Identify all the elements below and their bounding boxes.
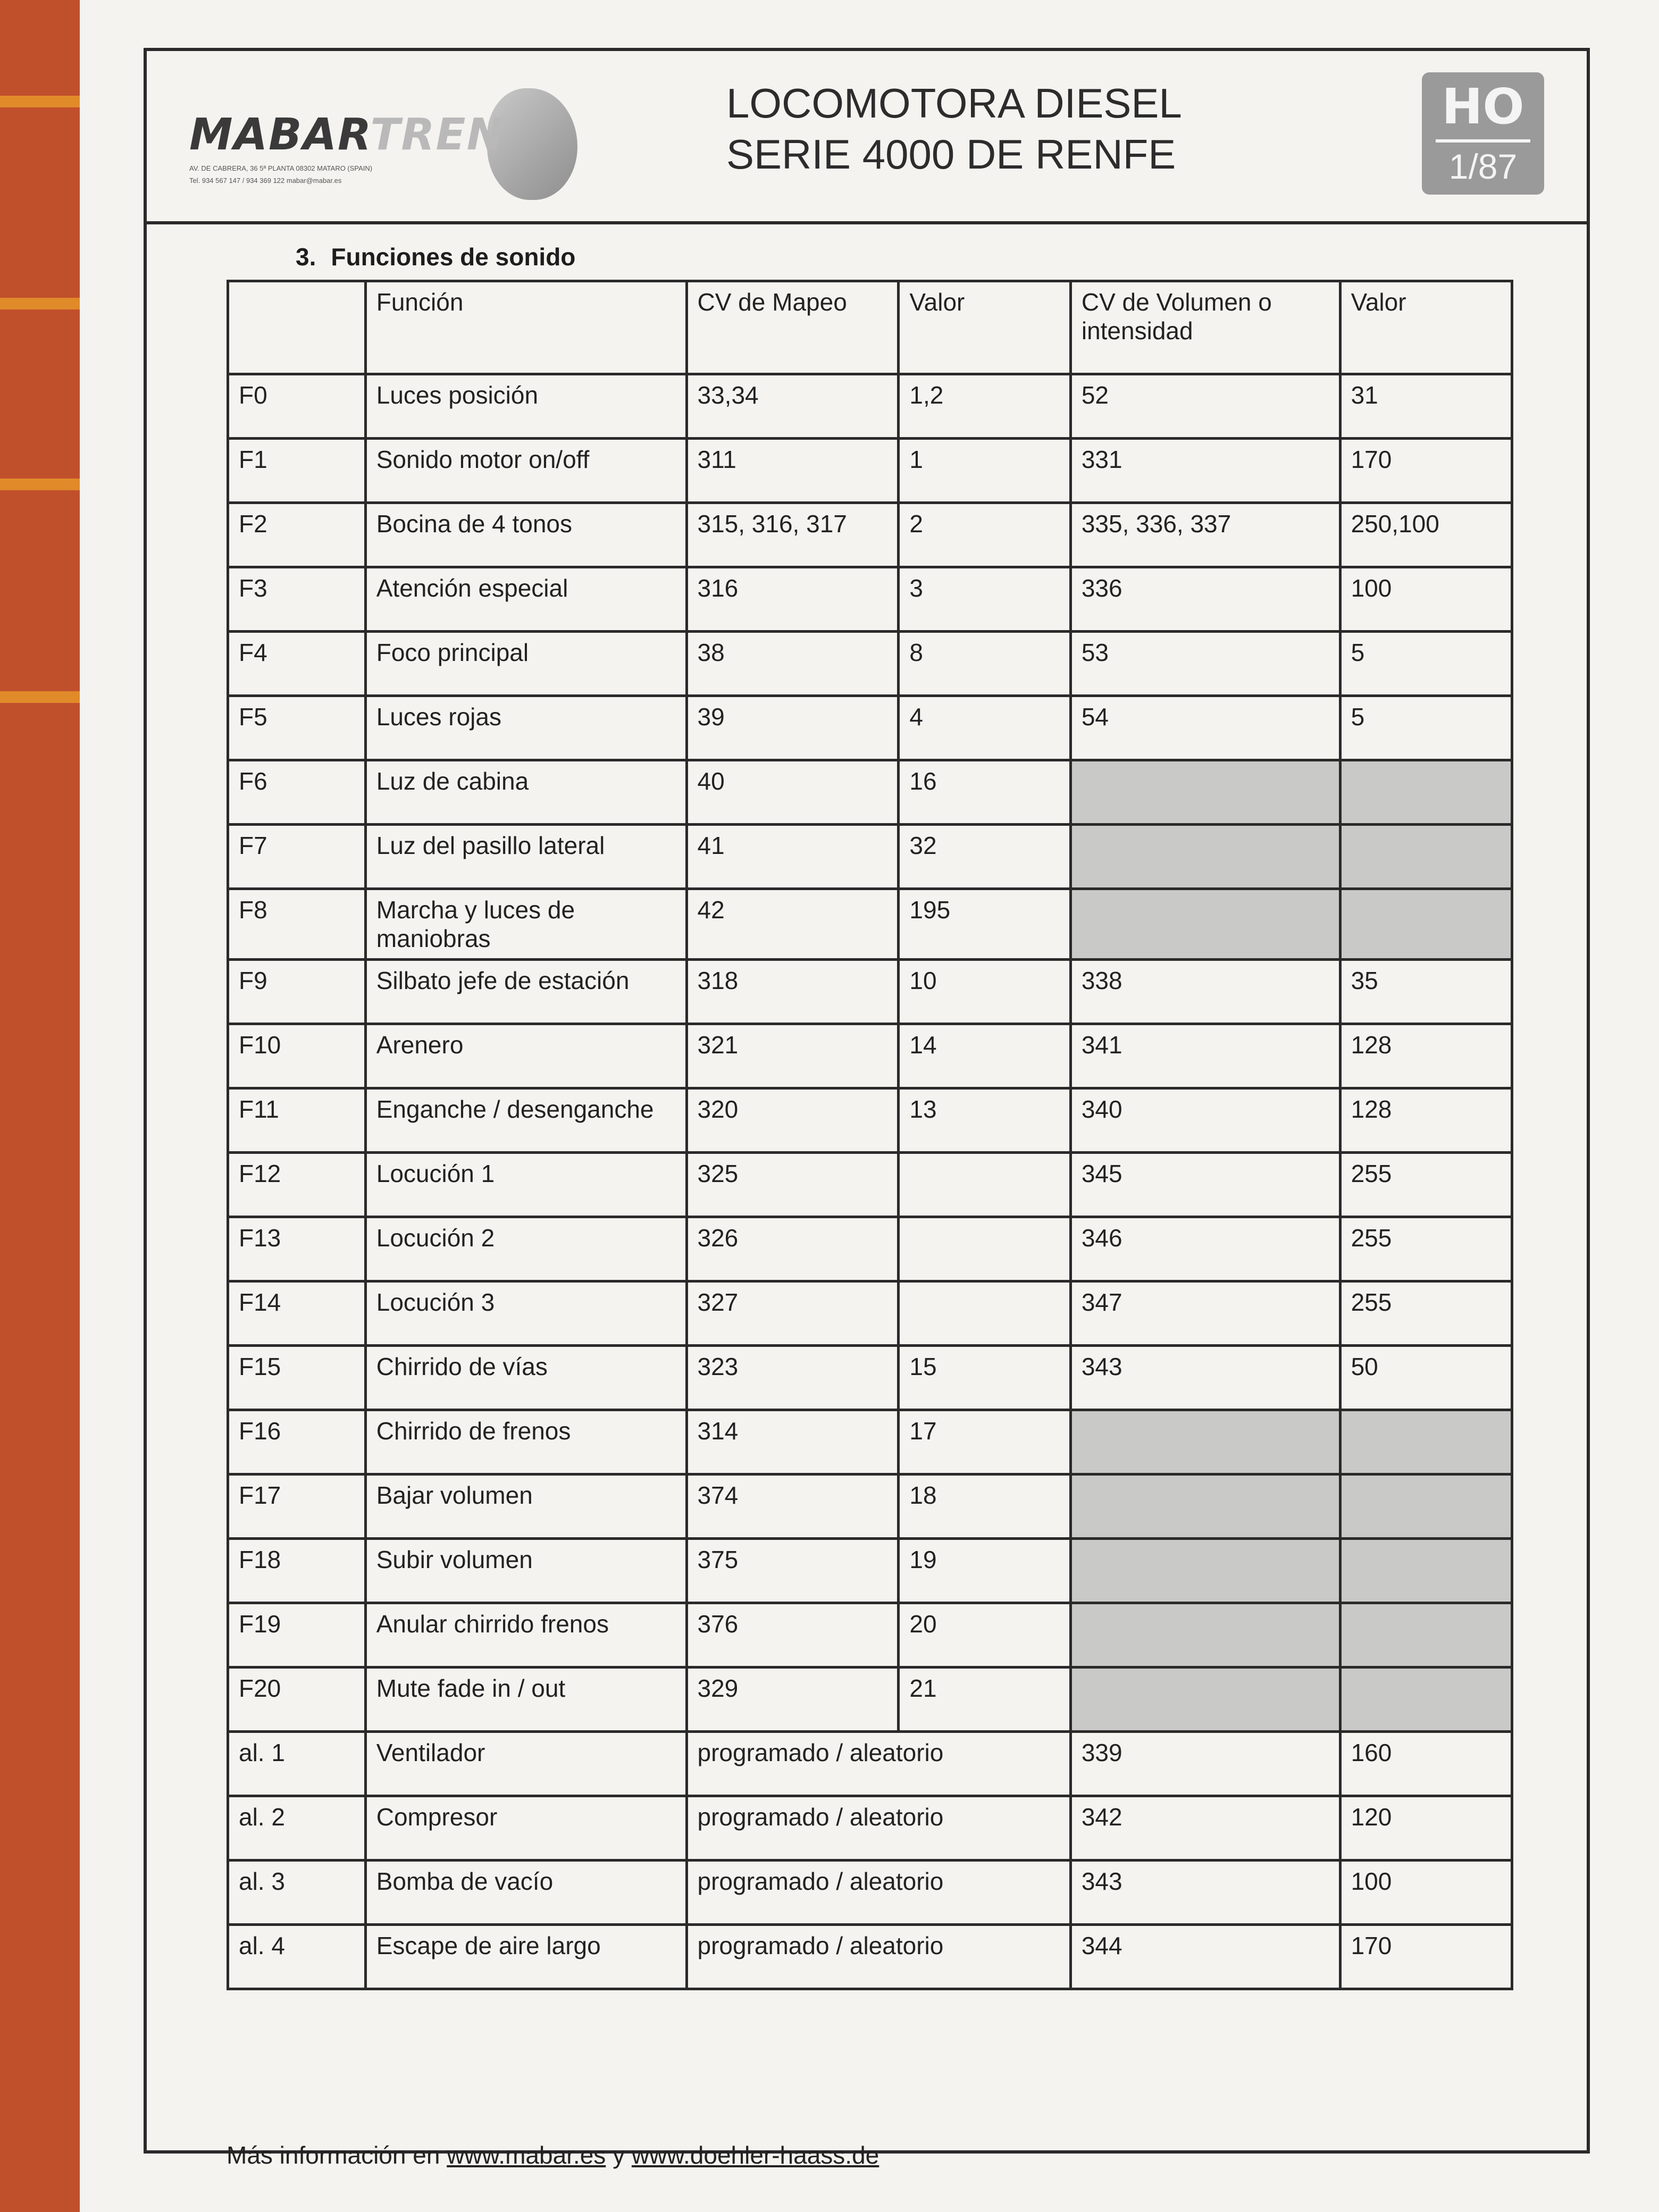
table-cell: 318 [686,960,899,1024]
table-cell [1070,825,1340,889]
table-cell: 3 [899,567,1070,632]
table-row [228,825,1512,889]
table-cell: Bajar volumen [365,1474,686,1539]
table-row [228,696,1512,760]
document-title [726,78,1182,180]
table-cell: programado / aleatorio [686,1925,1070,1989]
section-title: Funciones de sonido [331,243,576,271]
table-cell: Escape de aire largo [365,1925,686,1989]
table-row-random [228,1732,1512,1796]
table-row [228,1024,1512,1088]
table-cell: F18 [228,1539,366,1603]
title-line-2: SERIE 4000 DE RENFE [726,131,1176,178]
page-frame [144,48,1590,2169]
table-cell: Anular chirrido frenos [365,1603,686,1668]
table-cell: Locución 3 [365,1281,686,1346]
table-cell [1340,1603,1512,1668]
table-cell: 50 [1340,1346,1512,1410]
table-cell [899,1153,1070,1217]
table-cell: Foco principal [365,632,686,696]
table-cell: 100 [1340,1861,1512,1925]
table-cell: 338 [1070,960,1340,1024]
table-cell: 314 [686,1410,899,1474]
table-cell [1340,825,1512,889]
header-cell: Valor [1340,281,1512,374]
table-cell [1070,1410,1340,1474]
table-cell: 325 [686,1153,899,1217]
table-cell: 120 [1340,1796,1512,1861]
table-cell [899,1217,1070,1281]
table-row [228,889,1512,960]
header-cell: CV de Volumen o intensidad [1070,281,1340,374]
table-cell: 53 [1070,632,1340,696]
table-cell: 128 [1340,1088,1512,1153]
table-cell: programado / aleatorio [686,1796,1070,1861]
manual-page [80,0,1659,2212]
table-cell: F10 [228,1024,366,1088]
table-cell: Compresor [365,1796,686,1861]
table-cell: 320 [686,1088,899,1153]
table-cell: F2 [228,503,366,567]
table-cell: 17 [899,1410,1070,1474]
table-row [228,503,1512,567]
logo-contact: Tel. 934 567 147 / 934 369 122 mabar@mabar.es [189,177,342,185]
table-row [228,439,1512,503]
table-cell: 329 [686,1668,899,1732]
table-cell: F0 [228,374,366,439]
table-cell [1340,760,1512,825]
table-cell: F9 [228,960,366,1024]
table-cell: Chirrido de frenos [365,1410,686,1474]
table-row [228,1088,1512,1153]
footer-prefix: Más información en [227,2141,440,2169]
table-row [228,960,1512,1024]
table-cell: programado / aleatorio [686,1732,1070,1796]
table-cell: Bomba de vacío [365,1861,686,1925]
table-cell: 100 [1340,567,1512,632]
table-cell: 170 [1340,1925,1512,1989]
table-cell: F8 [228,889,366,960]
section-heading [296,242,590,271]
table-cell: Enganche / desenganche [365,1088,686,1153]
table-cell: 18 [899,1474,1070,1539]
table-cell [1070,889,1340,960]
table-row [228,1217,1512,1281]
table-row [228,760,1512,825]
table-cell: 54 [1070,696,1340,760]
table-cell: F4 [228,632,366,696]
table-cell: 20 [899,1603,1070,1668]
table-cell: Chirrido de vías [365,1346,686,1410]
table-cell: Silbato jefe de estación [365,960,686,1024]
table-cell: 344 [1070,1925,1340,1989]
table-row [228,1603,1512,1668]
table-cell: Subir volumen [365,1539,686,1603]
table-cell: 323 [686,1346,899,1410]
table-cell: 160 [1340,1732,1512,1796]
table-cell: F16 [228,1410,366,1474]
table-cell: Bocina de 4 tonos [365,503,686,567]
table-cell: 2 [899,503,1070,567]
table-row [228,632,1512,696]
link-mabar[interactable]: www.mabar.es [447,2141,606,2169]
title-line-1: LOCOMOTORA DIESEL [726,80,1182,127]
logo-address: AV. DE CABRERA, 36 5ª PLANTA 08302 MATARO (SPAIN) [189,164,373,172]
table-cell: 327 [686,1281,899,1346]
table-cell: 38 [686,632,899,696]
table-cell: 316 [686,567,899,632]
table-cell: Locución 2 [365,1217,686,1281]
table-row-random [228,1796,1512,1861]
sound-functions-table [227,280,1513,1990]
table-cell: F11 [228,1088,366,1153]
table-cell: 342 [1070,1796,1340,1861]
scale-badge [1422,72,1544,195]
table-cell: Atención especial [365,567,686,632]
table-cell: 128 [1340,1024,1512,1088]
table-cell: 315, 316, 317 [686,503,899,567]
table-cell [1070,1539,1340,1603]
table-cell: 35 [1340,960,1512,1024]
table-cell: 311 [686,439,899,503]
footer-note [227,2141,879,2169]
table-cell: 375 [686,1539,899,1603]
table-cell: F1 [228,439,366,503]
table-row [228,374,1512,439]
header-cell [228,281,366,374]
table-cell: 343 [1070,1346,1340,1410]
table-row [228,1153,1512,1217]
table-cell [1070,1668,1340,1732]
table-cell: 5 [1340,696,1512,760]
table-cell: 1 [899,439,1070,503]
table-cell: 16 [899,760,1070,825]
table-cell: Luces posición [365,374,686,439]
table-row [228,1474,1512,1539]
footer-joiner: y [613,2141,625,2169]
table-cell: 4 [899,696,1070,760]
table-cell: al. 1 [228,1732,366,1796]
table-cell: programado / aleatorio [686,1861,1070,1925]
link-doehler-haass[interactable]: www.doehler-haass.de [631,2141,879,2169]
table-cell: Luz de cabina [365,760,686,825]
table-cell: 346 [1070,1217,1340,1281]
table-cell: Mute fade in / out [365,1668,686,1732]
table-cell: 335, 336, 337 [1070,503,1340,567]
table-cell [1070,1603,1340,1668]
table-cell: 321 [686,1024,899,1088]
table-cell: al. 4 [228,1925,366,1989]
logo-brand-a: MABAR [189,110,371,160]
table-cell: 14 [899,1024,1070,1088]
table-cell: Luz del pasillo lateral [365,825,686,889]
table-row [228,567,1512,632]
header-cell: Valor [899,281,1070,374]
scale-name: HO [1442,78,1524,135]
table-cell: Arenero [365,1024,686,1088]
table-cell [1340,1539,1512,1603]
table-cell: F7 [228,825,366,889]
table-cell: F13 [228,1217,366,1281]
table-cell: al. 2 [228,1796,366,1861]
table-cell: 374 [686,1474,899,1539]
table-cell: Ventilador [365,1732,686,1796]
table-row [228,1281,1512,1346]
table-cell: 250,100 [1340,503,1512,567]
table-cell [1070,760,1340,825]
table-cell: 195 [899,889,1070,960]
section-number: 3. [296,243,316,271]
table-cell: 5 [1340,632,1512,696]
table-cell [1340,1668,1512,1732]
table-cell: Luces rojas [365,696,686,760]
table-cell [1340,1474,1512,1539]
table-cell: 15 [899,1346,1070,1410]
table-cell: 345 [1070,1153,1340,1217]
table-row-random [228,1861,1512,1925]
table-row [228,1539,1512,1603]
table-cell: Locución 1 [365,1153,686,1217]
table-cell: 341 [1070,1024,1340,1088]
table-cell: 336 [1070,567,1340,632]
table-cell: 255 [1340,1153,1512,1217]
table-cell: F5 [228,696,366,760]
table-cell [1340,1410,1512,1474]
table-cell: 19 [899,1539,1070,1603]
table-cell: 13 [899,1088,1070,1153]
logo-brand-b: TREN [370,110,505,160]
table-cell: al. 3 [228,1861,366,1925]
table-row-random [228,1925,1512,1989]
table-cell: 39 [686,696,899,760]
table-cell: Marcha y luces de maniobras [365,889,686,960]
table-cell: 8 [899,632,1070,696]
table-cell: F14 [228,1281,366,1346]
table-cell: 339 [1070,1732,1340,1796]
table-cell: 326 [686,1217,899,1281]
table-cell: F20 [228,1668,366,1732]
table-cell: 255 [1340,1281,1512,1346]
table-cell: F12 [228,1153,366,1217]
table-cell: 31 [1340,374,1512,439]
table-cell: 331 [1070,439,1340,503]
header-cell: CV de Mapeo [686,281,899,374]
table-cell: 52 [1070,374,1340,439]
table-cell: 340 [1070,1088,1340,1153]
header-divider [147,221,1587,224]
mabartren-logo [189,110,504,185]
table-cell: F3 [228,567,366,632]
table-cell: F17 [228,1474,366,1539]
table-row [228,1668,1512,1732]
table-cell: F19 [228,1603,366,1668]
table-cell: 10 [899,960,1070,1024]
table-cell: F15 [228,1346,366,1410]
table-cell: 32 [899,825,1070,889]
table-cell: 42 [686,889,899,960]
table-cell: 33,34 [686,374,899,439]
table-cell [1070,1474,1340,1539]
table-cell: 1,2 [899,374,1070,439]
table-cell: 40 [686,760,899,825]
table-cell: 255 [1340,1217,1512,1281]
table-cell: 21 [899,1668,1070,1732]
table-cell: Sonido motor on/off [365,439,686,503]
table-cell: 170 [1340,439,1512,503]
table-cell: F6 [228,760,366,825]
table-cell: 347 [1070,1281,1340,1346]
table-cell: 41 [686,825,899,889]
table-cell: 343 [1070,1861,1340,1925]
scale-ratio: 1/87 [1436,139,1530,190]
table-row [228,1346,1512,1410]
table-cell [1340,889,1512,960]
table-cell [899,1281,1070,1346]
header-cell: Función [365,281,686,374]
table-cell: 376 [686,1603,899,1668]
table-header-row [228,281,1512,374]
table-row [228,1410,1512,1474]
